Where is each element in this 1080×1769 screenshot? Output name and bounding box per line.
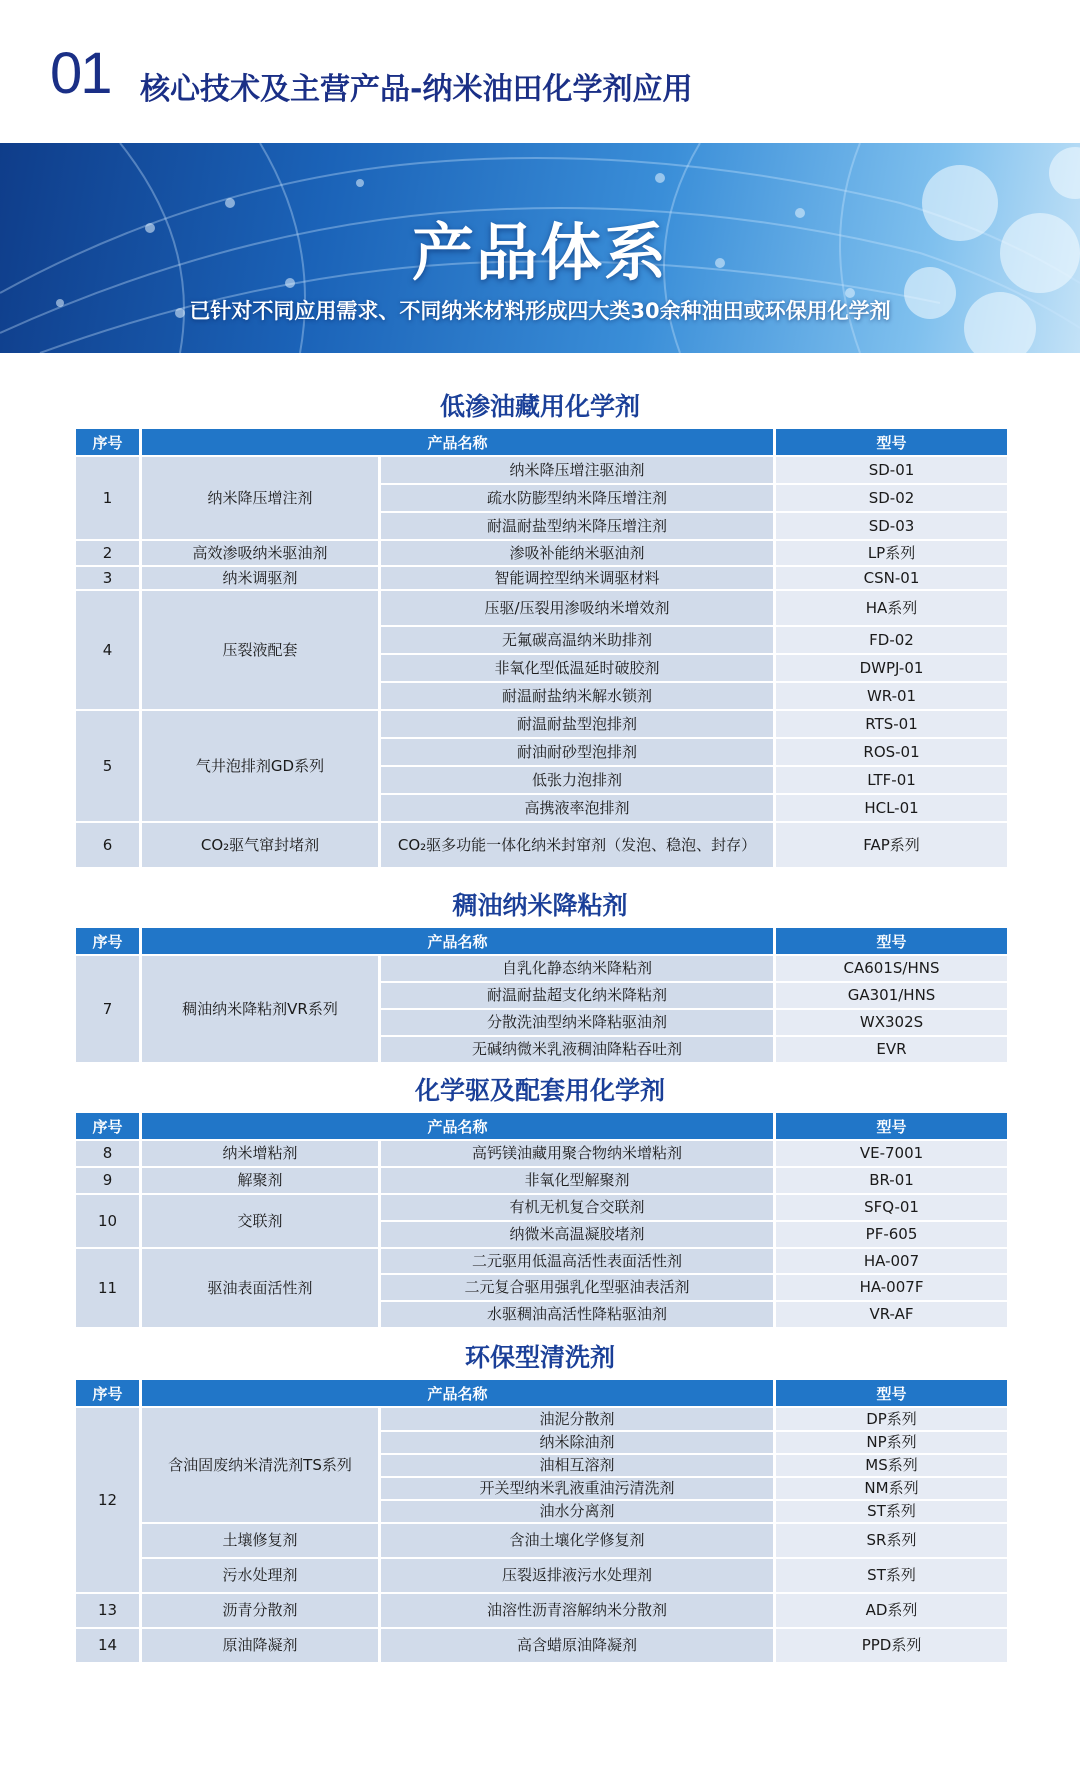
product-name-cell: 无碱纳微米乳液稠油降粘吞吐剂 — [381, 1037, 773, 1062]
section-number: 01 — [50, 41, 111, 106]
table-row — [76, 567, 1007, 589]
model-cell: ST系列 — [776, 1501, 1007, 1522]
category-cell: 交联剂 — [142, 1195, 378, 1247]
product-name-cell: 耐温耐盐型纳米降压增注剂 — [381, 513, 773, 539]
product-name-cell: 压裂返排液污水处理剂 — [381, 1559, 773, 1592]
product-name-cell: 高钙镁油藏用聚合物纳米增粘剂 — [381, 1141, 773, 1166]
seq-cell: 2 — [76, 541, 139, 565]
table-row — [76, 1141, 1007, 1166]
product-name-cell: 耐温耐盐超支化纳米降粘剂 — [381, 983, 773, 1008]
model-cell: SR系列 — [776, 1524, 1007, 1557]
product-name-cell: 含油土壤化学修复剂 — [381, 1524, 773, 1557]
category-cell: 驱油表面活性剂 — [142, 1249, 378, 1327]
product-name-cell: 水驱稠油高活性降粘驱油剂 — [381, 1302, 773, 1327]
header-model: 型号 — [776, 1113, 1007, 1139]
model-cell: DP系列 — [776, 1408, 1007, 1430]
section-low-permeability — [76, 387, 1004, 869]
category-cell: 纳米增粘剂 — [142, 1141, 378, 1166]
category-cell: 污水处理剂 — [142, 1559, 378, 1592]
section-eco-cleaners — [76, 1338, 1004, 1664]
model-cell: GA301/HNS — [776, 983, 1007, 1008]
model-cell: HCL-01 — [776, 795, 1007, 821]
model-cell: FAP系列 — [776, 823, 1007, 867]
section-heavy-oil — [76, 886, 1004, 1064]
table-row — [76, 1408, 1007, 1430]
product-name-cell: 智能调控型纳米调驱材料 — [381, 567, 773, 589]
product-name-cell: 压驱/压裂用渗吸纳米增效剂 — [381, 591, 773, 625]
product-name-cell: 油泥分散剂 — [381, 1408, 773, 1430]
product-name-cell: 高含蜡原油降凝剂 — [381, 1629, 773, 1662]
category-cell: 土壤修复剂 — [142, 1524, 378, 1557]
table-row — [76, 956, 1007, 981]
model-cell: PF-605 — [776, 1222, 1007, 1247]
header-seq: 序号 — [76, 1113, 139, 1139]
product-name-cell: CO₂驱多功能一体化纳米封窜剂（发泡、稳泡、封存） — [381, 823, 773, 867]
model-cell: NP系列 — [776, 1432, 1007, 1453]
model-cell: HA-007F — [776, 1275, 1007, 1300]
product-table — [73, 427, 1010, 869]
product-name-cell: 耐温耐盐型泡排剂 — [381, 711, 773, 737]
model-cell: EVR — [776, 1037, 1007, 1062]
model-cell: VE-7001 — [776, 1141, 1007, 1166]
product-table — [73, 926, 1010, 1064]
model-cell: SD-03 — [776, 513, 1007, 539]
model-cell: ST系列 — [776, 1559, 1007, 1592]
header-model: 型号 — [776, 429, 1007, 455]
seq-cell: 5 — [76, 711, 139, 821]
seq-cell: 9 — [76, 1168, 139, 1193]
product-table — [73, 1111, 1010, 1329]
header-seq: 序号 — [76, 429, 139, 455]
header-name: 产品名称 — [142, 1113, 773, 1139]
header-seq: 序号 — [76, 1380, 139, 1406]
model-cell: WR-01 — [776, 683, 1007, 709]
category-cell: 解聚剂 — [142, 1168, 378, 1193]
product-name-cell: 渗吸补能纳米驱油剂 — [381, 541, 773, 565]
section-title: 化学驱及配套用化学剂 — [414, 1076, 665, 1105]
header-name: 产品名称 — [142, 1380, 773, 1406]
model-cell: SD-01 — [776, 457, 1007, 483]
model-cell: PPD系列 — [776, 1629, 1007, 1662]
model-cell: ROS-01 — [776, 739, 1007, 765]
model-cell: FD-02 — [776, 627, 1007, 653]
seq-cell: 14 — [76, 1629, 139, 1662]
category-cell: 稠油纳米降粘剂VR系列 — [142, 956, 378, 1062]
seq-cell: 13 — [76, 1594, 139, 1627]
seq-cell: 10 — [76, 1195, 139, 1247]
banner-title: 产品体系 — [411, 216, 668, 289]
product-name-cell: 纳微米高温凝胶堵剂 — [381, 1222, 773, 1247]
product-name-cell: 分散洗油型纳米降粘驱油剂 — [381, 1010, 773, 1035]
product-name-cell: 油溶性沥青溶解纳米分散剂 — [381, 1594, 773, 1627]
model-cell: HA-007 — [776, 1249, 1007, 1273]
category-cell: 高效渗吸纳米驱油剂 — [142, 541, 378, 565]
header-model: 型号 — [776, 1380, 1007, 1406]
product-name-cell: 耐油耐砂型泡排剂 — [381, 739, 773, 765]
header-name: 产品名称 — [142, 928, 773, 954]
table-header-row — [76, 429, 1007, 455]
table-row — [76, 541, 1007, 565]
model-cell: CA601S/HNS — [776, 956, 1007, 981]
table-row — [76, 1168, 1007, 1193]
table-row — [76, 1629, 1007, 1662]
category-cell: 气井泡排剂GD系列 — [142, 711, 378, 821]
seq-cell: 7 — [76, 956, 139, 1062]
product-name-cell: 疏水防膨型纳米降压增注剂 — [381, 485, 773, 511]
model-cell: SD-02 — [776, 485, 1007, 511]
product-name-cell: 开关型纳米乳液重油污清洗剂 — [381, 1478, 773, 1499]
category-cell: 纳米调驱剂 — [142, 567, 378, 589]
product-name-cell: 二元复合驱用强乳化型驱油表活剂 — [381, 1275, 773, 1300]
header-seq: 序号 — [76, 928, 139, 954]
category-cell: 沥青分散剂 — [142, 1594, 378, 1627]
category-cell: CO₂驱气窜封堵剂 — [142, 823, 378, 867]
seq-cell: 1 — [76, 457, 139, 539]
table-row — [76, 1594, 1007, 1627]
product-name-cell: 低张力泡排剂 — [381, 767, 773, 793]
model-cell: AD系列 — [776, 1594, 1007, 1627]
model-cell: MS系列 — [776, 1455, 1007, 1476]
model-cell: DWPJ-01 — [776, 655, 1007, 681]
table-header-row — [76, 1113, 1007, 1139]
model-cell: WX302S — [776, 1010, 1007, 1035]
model-cell: LP系列 — [776, 541, 1007, 565]
table-row — [76, 591, 1007, 625]
section-title: 稠油纳米降粘剂 — [452, 891, 628, 920]
product-name-cell: 无氟碳高温纳米助排剂 — [381, 627, 773, 653]
table-row — [76, 823, 1007, 867]
product-name-cell: 非氧化型解聚剂 — [381, 1168, 773, 1193]
seq-cell: 6 — [76, 823, 139, 867]
table-row — [76, 1249, 1007, 1273]
section-chemical-flooding — [76, 1071, 1004, 1329]
category-cell: 压裂液配套 — [142, 591, 378, 709]
product-name-cell: 高携液率泡排剂 — [381, 795, 773, 821]
model-cell: LTF-01 — [776, 767, 1007, 793]
category-cell: 原油降凝剂 — [142, 1629, 378, 1662]
table-row — [76, 457, 1007, 483]
banner-subtitle: 已针对不同应用需求、不同纳米材料形成四大类30余种油田或环保用化学剂 — [189, 299, 891, 323]
product-name-cell: 耐温耐盐纳米解水锁剂 — [381, 683, 773, 709]
seq-cell: 3 — [76, 567, 139, 589]
model-cell: BR-01 — [776, 1168, 1007, 1193]
model-cell: NM系列 — [776, 1478, 1007, 1499]
model-cell: CSN-01 — [776, 567, 1007, 589]
model-cell: SFQ-01 — [776, 1195, 1007, 1220]
product-name-cell: 油水分离剂 — [381, 1501, 773, 1522]
seq-cell: 8 — [76, 1141, 139, 1166]
table-row — [76, 711, 1007, 737]
seq-cell: 11 — [76, 1249, 139, 1327]
model-cell: RTS-01 — [776, 711, 1007, 737]
seq-cell: 12 — [76, 1408, 139, 1592]
product-name-cell: 二元驱用低温高活性表面活性剂 — [381, 1249, 773, 1273]
table-row — [76, 1524, 1007, 1557]
table-row — [76, 1195, 1007, 1220]
header-name: 产品名称 — [142, 429, 773, 455]
product-name-cell: 纳米除油剂 — [381, 1432, 773, 1453]
seq-cell: 4 — [76, 591, 139, 709]
model-cell: VR-AF — [776, 1302, 1007, 1327]
model-cell: HA系列 — [776, 591, 1007, 625]
hero-banner — [0, 143, 1080, 353]
page-title: 核心技术及主营产品-纳米油田化学剂应用 — [140, 72, 693, 107]
header-model: 型号 — [776, 928, 1007, 954]
table-header-row — [76, 1380, 1007, 1406]
product-name-cell: 自乳化静态纳米降粘剂 — [381, 956, 773, 981]
section-title: 环保型清洗剂 — [464, 1343, 615, 1372]
product-table — [73, 1378, 1010, 1664]
category-cell: 纳米降压增注剂 — [142, 457, 378, 539]
category-cell: 含油固废纳米清洗剂TS系列 — [142, 1408, 378, 1522]
table-header-row — [76, 928, 1007, 954]
product-name-cell: 有机无机复合交联剂 — [381, 1195, 773, 1220]
product-name-cell: 油相互溶剂 — [381, 1455, 773, 1476]
product-name-cell: 非氧化型低温延时破胶剂 — [381, 655, 773, 681]
page-header — [0, 0, 1080, 143]
product-name-cell: 纳米降压增注驱油剂 — [381, 457, 773, 483]
section-title: 低渗油藏用化学剂 — [439, 392, 640, 421]
table-row — [76, 1559, 1007, 1592]
